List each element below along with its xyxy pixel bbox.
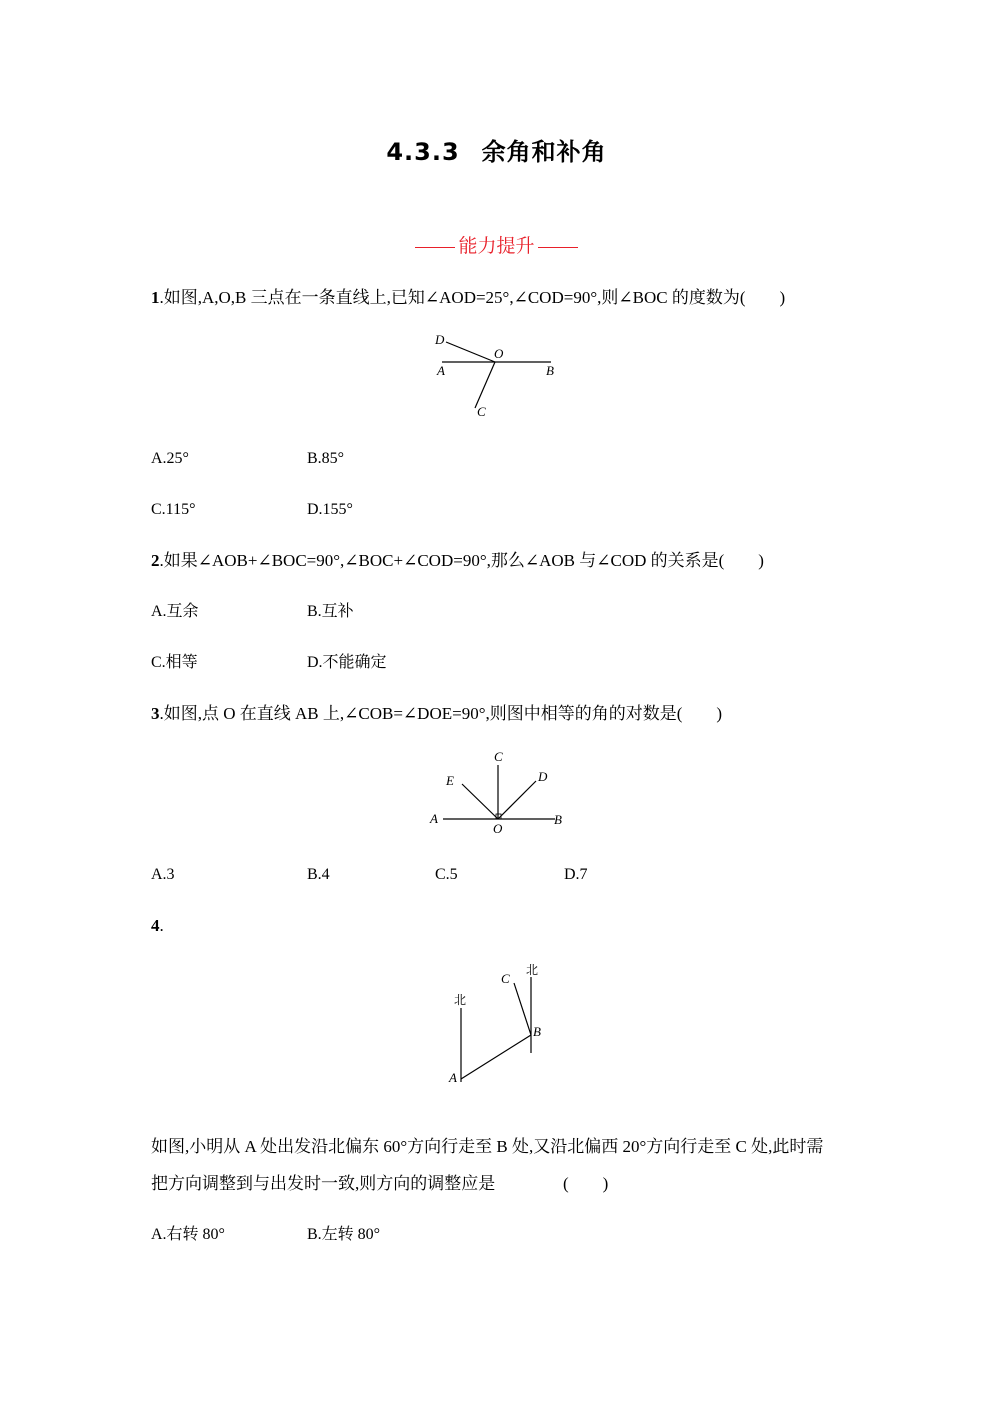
ray-OD [498, 781, 536, 819]
label-E: E [446, 773, 454, 788]
label-B: B [546, 363, 554, 378]
question-3 [151, 703, 722, 725]
q1-option-a[interactable]: A.25° [151, 450, 189, 467]
q3-option-a[interactable]: A.3 [151, 866, 175, 883]
label-B: B [533, 1024, 541, 1039]
page-title [0, 132, 993, 167]
q1-option-d[interactable]: D.155° [307, 501, 353, 518]
label-C: C [501, 971, 510, 986]
label-C: C [477, 404, 486, 419]
q1-option-b[interactable]: B.85° [307, 450, 345, 467]
q2-option-a[interactable]: A.互余 [151, 603, 199, 620]
question-1-number: 1 [151, 288, 160, 307]
label-O: O [493, 821, 503, 836]
q4-option-a[interactable]: A.右转 80° [151, 1226, 225, 1243]
section-label: 能力提升 [458, 236, 535, 257]
title-number: 4.3.3 [386, 138, 460, 166]
q3-option-d[interactable]: D.7 [564, 866, 588, 883]
label-A: A [430, 811, 438, 826]
q2-option-b[interactable]: B.互补 [307, 603, 354, 620]
q4-option-b[interactable]: B.左转 80° [307, 1226, 381, 1243]
question-1 [151, 287, 785, 309]
ray-OD [446, 342, 495, 362]
section-dash-left [415, 247, 455, 248]
label-north-B: 北 [526, 963, 539, 977]
title-text: 余角和补角 [481, 138, 607, 166]
question-4-line-1: 如图,小明从 A 处出发沿北偏东 60°方向行走至 B 处,又沿北偏西 20°方向行走至 C 处,此时需 [151, 1137, 824, 1156]
figure-q3 [420, 743, 580, 843]
label-D: D [538, 769, 548, 784]
figure-q4 [440, 955, 560, 1090]
ray-OC [475, 362, 495, 408]
label-A: A [449, 1070, 457, 1085]
q2-option-c[interactable]: C.相等 [151, 654, 198, 671]
label-C: C [494, 749, 503, 764]
label-B: B [554, 812, 562, 827]
question-2-text: .如果∠AOB+∠BOC=90°,∠BOC+∠COD=90°,那么∠AOB 与∠COD 的关系是( ) [159, 551, 764, 570]
q3-option-c[interactable]: C.5 [435, 866, 458, 883]
q2-option-d[interactable]: D.不能确定 [307, 654, 387, 671]
q3-option-b[interactable]: B.4 [307, 866, 330, 883]
section-header [0, 231, 993, 258]
label-O: O [494, 346, 504, 361]
question-4-answer-paren: ( ) [563, 1174, 609, 1193]
question-3-number: 3 [151, 704, 160, 723]
question-4-line-2: 把方向调整到与出发时一致,则方向的调整应是 [151, 1174, 496, 1193]
label-D: D [435, 332, 445, 347]
question-3-text: .如图,点 O 在直线 AB 上,∠COB=∠DOE=90°,则图中相等的角的对数是( ) [159, 704, 723, 723]
segment-BC [514, 983, 531, 1035]
section-dash-right [538, 247, 578, 248]
question-4 [151, 915, 164, 937]
q1-option-c[interactable]: C.115° [151, 501, 196, 518]
question-2 [151, 550, 764, 572]
ray-OE [462, 784, 498, 819]
question-4-suffix: . [159, 916, 164, 935]
segment-AB [461, 1035, 531, 1079]
label-north-A: 北 [454, 993, 467, 1007]
label-A: A [437, 363, 445, 378]
question-4-number: 4 [151, 916, 160, 935]
question-1-text: .如图,A,O,B 三点在一条直线上,已知∠AOD=25°,∠COD=90°,则∠BOC 的度数为( ) [159, 288, 786, 307]
question-2-number: 2 [151, 551, 160, 570]
figure-q1 [420, 325, 570, 425]
